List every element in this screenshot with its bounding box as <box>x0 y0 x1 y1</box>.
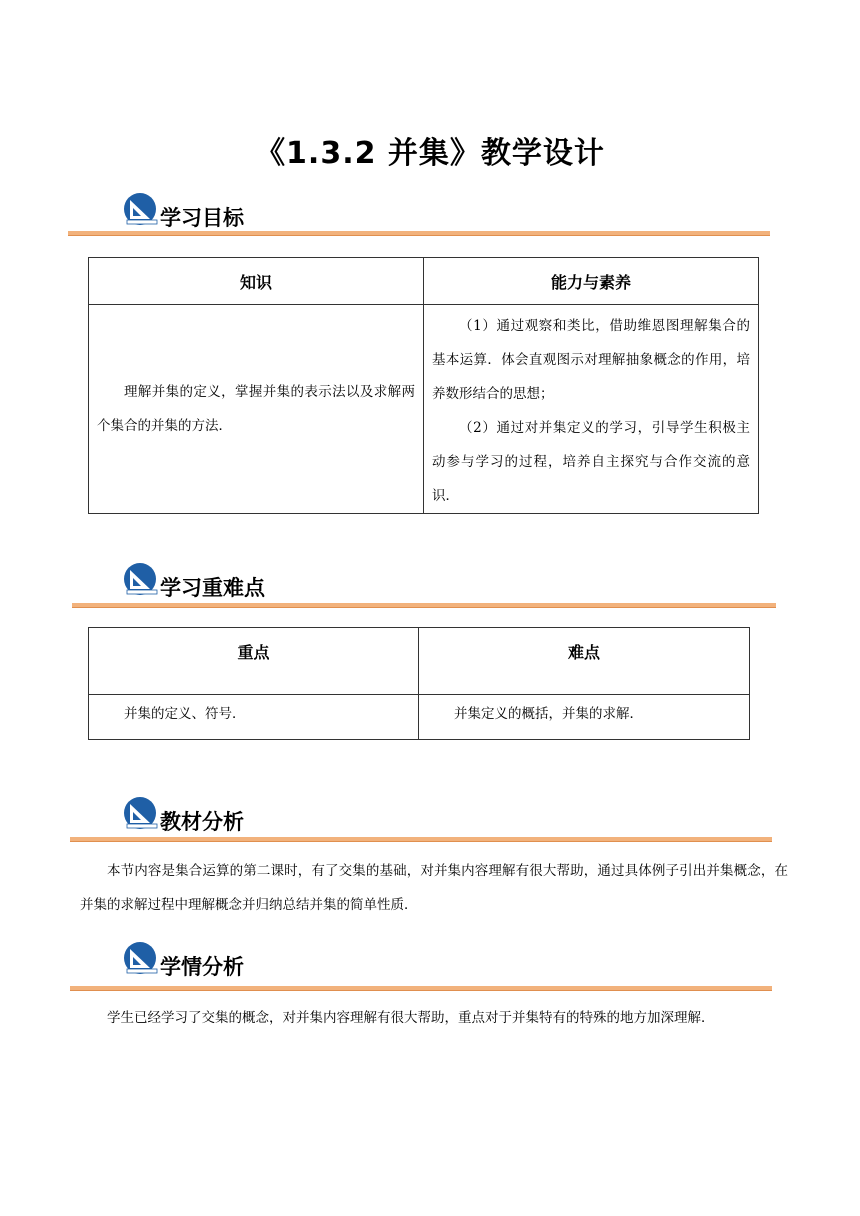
ability-item-1: （1）通过观察和类比，借助维恩图理解集合的基本运算．体会直观图示对理解抽象概念的作用，培养数形结合的思想； <box>432 318 750 402</box>
objectives-table <box>88 257 759 514</box>
key-points-table <box>88 627 750 740</box>
set-square-ruler-icon <box>123 941 159 977</box>
student-analysis-text: 学生已经学习了交集的概念，对并集内容理解有很大帮助，重点对于并集特有的特殊的地方加深理解． <box>107 1010 715 1026</box>
section-title: 教材分析 <box>160 810 244 834</box>
section-divider <box>70 837 772 842</box>
section-divider <box>70 986 772 991</box>
section-title: 学习重难点 <box>160 576 265 600</box>
table-header-abilities: 能力与素养 <box>424 258 759 305</box>
set-square-ruler-icon <box>123 562 159 598</box>
page-title: 《1.3.2 并集》教学设计 <box>255 136 605 171</box>
section-header-students <box>0 941 860 991</box>
ability-item-2: （2）通过对并集定义的学习，引导学生积极主动参与学习的过程，培养自主探究与合作交流的意识． <box>432 420 750 504</box>
section-divider <box>72 603 776 608</box>
section-divider <box>68 231 770 236</box>
key-point-text: 并集的定义、符号． <box>124 706 246 722</box>
set-square-ruler-icon <box>123 192 159 228</box>
difficult-point-text: 并集定义的概括，并集的求解． <box>454 706 643 722</box>
set-square-ruler-icon <box>123 796 159 832</box>
section-title: 学情分析 <box>160 955 244 979</box>
table-header-key: 重点 <box>89 628 419 695</box>
section-title: 学习目标 <box>160 206 244 230</box>
table-header-difficult: 难点 <box>419 628 750 695</box>
material-analysis-text: 本节内容是集合运算的第二课时，有了交集的基础，对并集内容理解有很大帮助，通过具体例子引出并集概念，在并集的求解过程中理解概念并归纳总结并集的简单性质． <box>80 863 788 913</box>
table-header-knowledge: 知识 <box>89 258 424 305</box>
knowledge-text: 理解并集的定义，掌握并集的表示法以及求解两个集合的并集的方法． <box>97 384 415 434</box>
